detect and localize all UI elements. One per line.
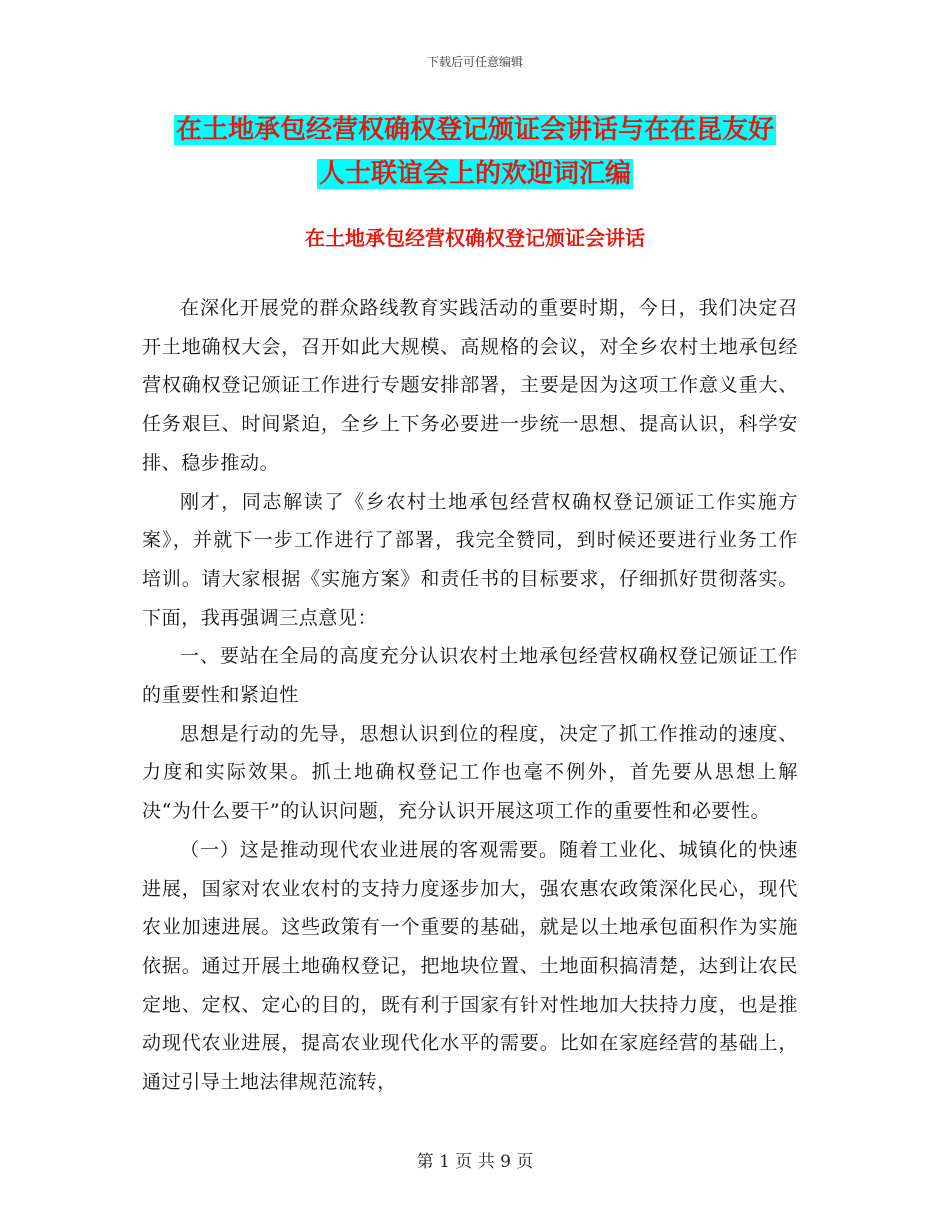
paragraph: （一）这是推动现代农业进展的客观需要。随着工业化、城镇化的快速进展，国家对农业农村的支持力度逐步加大，强农惠农政策深化民心，现代农业加速进展。这些政策有一个重要的基础，就是以土地承包面积作为实施依据。通过开展土地确权登记，把地块位置、土地面积搞清楚，达到让农民定地、定权、定心的目的，既有利于国家有针对性地加大扶持力度，也是推动现代农业进展，提高农业现代化水平的需要。比如在家庭经营的基础上，通过引导土地法律规范流转， — [142, 838, 798, 1094]
paragraph: 思想是行动的先导，思想认识到位的程度，决定了抓工作推动的速度、力度和实际效果。抓土地确权登记工作也毫不例外，首先要从思想上解决“为什么要干”的认识问题，充分认识开展这项工作的重要性和必要性。 — [142, 722, 798, 823]
title-line-1: 在土地承包经营权确权登记颁证会讲话与在在昆友好 — [175, 115, 774, 145]
title-line-2: 人士联谊会上的欢迎词汇编 — [318, 159, 631, 189]
paragraph: 刚才，同志解读了《乡农村土地承包经营权确权登记颁证工作实施方案》，并就下一步工作进行了部署，我完全赞同，到时候还要进行业务工作培训。请大家根据《实施方案》和责任书的目标要求，仔细抓好贯彻落实。下面，我再强调三点意见： — [142, 490, 798, 629]
body-text — [142, 289, 798, 1102]
paragraph: 在深化开展党的群众路线教育实践活动的重要时期，今日，我们决定召开土地确权大会，召开如此大规模、高规格的会议，对全乡农村土地承包经营权确权登记颁证工作进行专题安排部署，主要是因为这项工作意义重大、任务艰巨、时间紧迫，全乡上下务必要进一步统一思想、提高认识，科学安排、稳步推动。 — [142, 297, 798, 474]
page-footer: 第 1 页 共 9 页 — [416, 1152, 534, 1172]
paragraph-heading: 一、要站在全局的高度充分认识农村土地承包经营权确权登记颁证工作的重要性和紧迫性 — [142, 645, 798, 707]
page-header-note: 下载后可任意编辑 — [426, 55, 523, 69]
section-title: 在土地承包经营权确权登记颁证会讲话 — [305, 226, 645, 250]
document-title — [140, 108, 810, 196]
